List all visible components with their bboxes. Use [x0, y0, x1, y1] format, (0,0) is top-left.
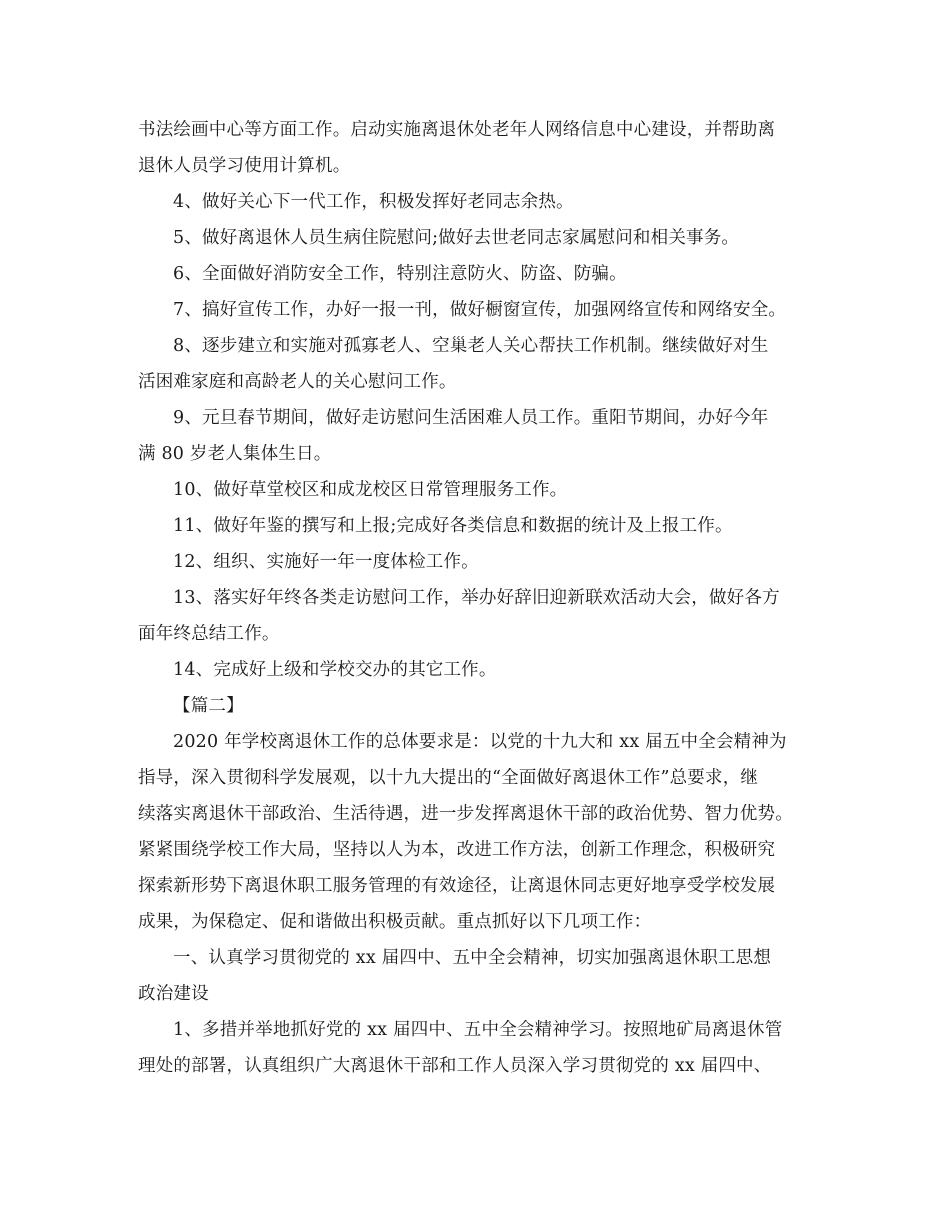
text-line: 政治建设: [138, 984, 209, 1004]
text-line: 13、落实好年终各类走访慰问工作，举办好辞旧迎新联欢活动大会，做好各方: [173, 588, 780, 608]
text-line: 8、逐步建立和实施对孤寡老人、空巢老人关心帮扶工作机制。继续做好对生: [173, 336, 769, 356]
text-line: 7、搞好宣传工作，办好一报一刊，做好橱窗宣传，加强网络宣传和网络安全。: [173, 300, 787, 320]
text-line: 1、多措并举地抓好党的 xx 届四中、五中全会精神学习。按照地矿局离退休管: [173, 1020, 783, 1040]
text-line: 6、全面做好消防安全工作，特别注意防火、防盗、防骗。: [173, 264, 627, 284]
text-line: 探索新形势下离退休职工服务管理的有效途径，让离退休同志更好地享受学校发展: [138, 876, 776, 896]
text-line: 2020 年学校离退休工作的总体要求是：以党的十九大和 xx 届五中全会精神为: [173, 732, 787, 752]
text-line: 5、做好离退休人员生病住院慰问;做好去世老同志家属慰问和相关事务。: [173, 228, 740, 248]
document-body: [138, 112, 818, 1084]
text-line: 紧紧围绕学校工作大局，坚持以人为本，改进工作方法，创新工作理念，积极研究: [138, 840, 776, 860]
section-heading: 【篇二】: [173, 696, 244, 716]
text-line: 10、做好草堂校区和成龙校区日常管理服务工作。: [173, 480, 568, 500]
text-line: 指导，深入贯彻科学发展观，以十九大提出的“全面做好离退休工作”总要求，继: [138, 768, 759, 788]
text-line: 14、完成好上级和学校交办的其它工作。: [173, 660, 497, 680]
text-line: 9、元旦春节期间，做好走访慰问生活困难人员工作。重阳节期间，办好今年: [173, 408, 769, 428]
text-line: 一、认真学习贯彻党的 xx 届四中、五中全会精神，切实加强离退休职工思想: [173, 948, 772, 968]
text-line: 书法绘画中心等方面工作。启动实施离退休处老年人网络信息中心建设，并帮助离: [138, 120, 776, 140]
text-line: 成果，为保稳定、促和谐做出积极贡献。重点抓好以下几项工作：: [138, 912, 652, 932]
text-line: 理处的部署，认真组织广大离退休干部和工作人员深入学习贯彻党的 xx 届四中、: [138, 1056, 772, 1076]
text-line: 续落实离退休干部政治、生活待遇，进一步发挥离退休干部的政治优势、智力优势。: [138, 804, 793, 824]
text-line: 退休人员学习使用计算机。: [138, 156, 351, 176]
text-line: 4、做好关心下一代工作，积极发挥好老同志余热。: [173, 192, 574, 212]
text-line: 11、做好年鉴的撰写和上报;完成好各类信息和数据的统计及上报工作。: [173, 516, 733, 536]
text-line: 活困难家庭和高龄老人的关心慰问工作。: [138, 372, 457, 392]
text-line: 12、组织、实施好一年一度体检工作。: [173, 552, 479, 572]
text-line: 满 80 岁老人集体生日。: [138, 444, 332, 464]
text-line: 面年终总结工作。: [138, 624, 280, 644]
